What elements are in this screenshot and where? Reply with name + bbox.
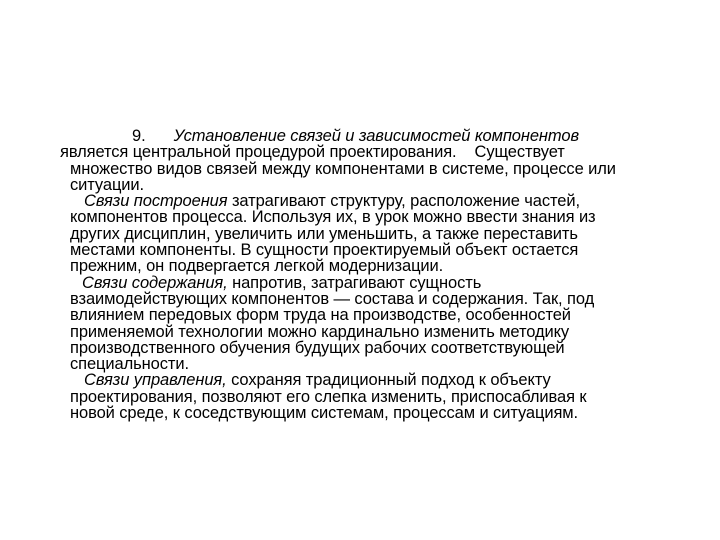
text-line: местами компоненты. В сущности проектируемый объект остается (70, 241, 579, 260)
paragraph-heading-line (60, 128, 700, 144)
text-line (60, 372, 700, 388)
term-construction: Связи построения (84, 192, 228, 211)
text-line: производственного обучения будущих рабочих соответствующей (70, 338, 565, 357)
paragraph-number: 9. (132, 127, 146, 145)
term-content: Связи содержания, (82, 273, 228, 292)
text-line: компонентов процесса. Используя их, в урок можно ввести знания из (70, 208, 596, 227)
text-line: ситуации. (70, 175, 145, 194)
text-line: других дисциплин, увеличить или уменьшить, а также переставить (70, 224, 578, 243)
text-fragment: затрагивают структуру, расположение частей, (231, 192, 580, 211)
text-fragment: является центральной процедурой проектирования. (60, 143, 457, 162)
text-line: проектирования, позволяют его слепка изменить, приспосабливая к (70, 387, 587, 406)
text-fragment: Существует (474, 143, 565, 162)
text-fragment: напротив, затрагивают сущность (232, 273, 482, 292)
text-line: новой среде, к соседствующим системам, процессам и ситуациям. (70, 404, 579, 423)
paragraph-heading: Установление связей и зависимостей компонентов (173, 127, 579, 145)
text-line: множество видов связей между компонентами в системе, процессе или (70, 159, 616, 178)
text-line (60, 275, 700, 291)
body-text (60, 128, 700, 421)
text-line: влиянием передовых форм труда на производстве, особенностей (70, 306, 571, 325)
text-line: применяемой технологии можно кардинально изменить методику (70, 322, 570, 341)
text-line (60, 193, 700, 209)
text-fragment: сохраняя традиционный подход к объекту (231, 371, 551, 390)
text-line: прежним, он подвергается легкой модернизации. (70, 257, 444, 276)
text-line: взаимодействующих компонентов — состава и содержания. Так, под (70, 289, 595, 308)
term-management: Связи управления, (84, 371, 227, 390)
text-line: специальности. (70, 355, 189, 374)
text-line (60, 144, 700, 160)
